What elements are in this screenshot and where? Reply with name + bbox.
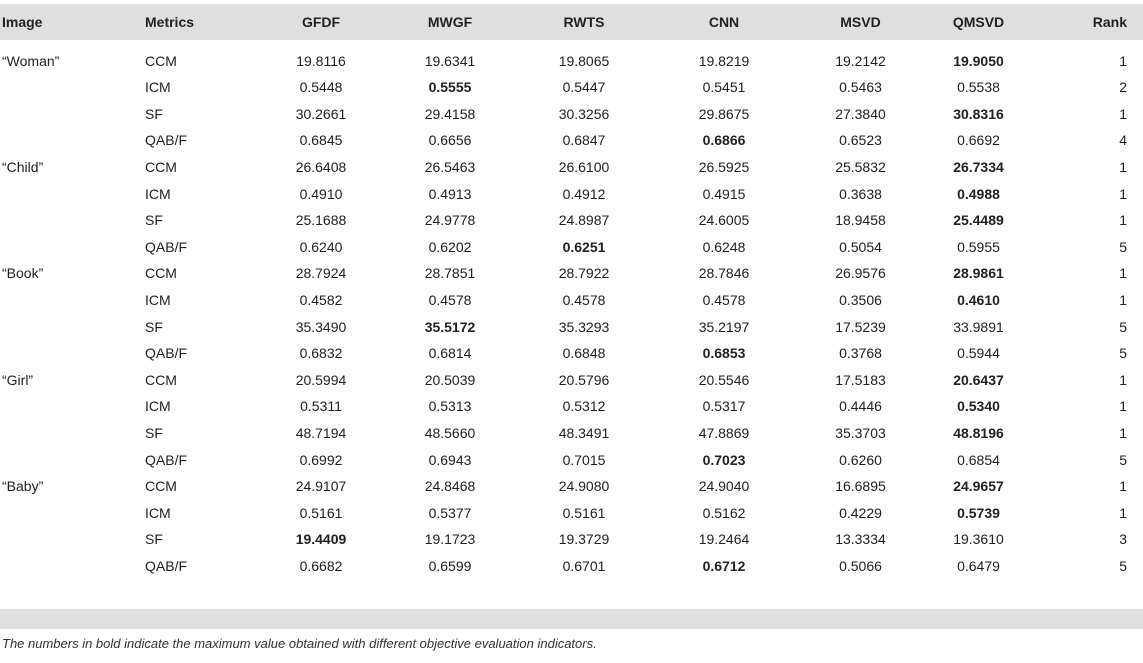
cell-cnn: 0.4915 (702, 185, 746, 202)
cell-qmsvd: 28.9861 (953, 265, 1004, 282)
cell-msvd: 26.9576 (835, 265, 886, 282)
cell-qmsvd: 0.6479 (957, 557, 1000, 574)
table-body (0, 40, 1141, 579)
cell-qmsvd: 0.4610 (957, 292, 1000, 309)
table-row (0, 101, 1141, 128)
cell-cnn: 29.8675 (698, 105, 750, 122)
cell-qmsvd: 19.3610 (953, 531, 1004, 548)
cell-qmsvd: 0.6692 (957, 132, 1000, 149)
cell-rank: 3 (1119, 531, 1127, 548)
cell-metric: ICM (145, 292, 171, 309)
cell-image (0, 526, 145, 553)
cell-image: “Girl” (2, 371, 34, 388)
cell-mwgf: 0.6814 (428, 345, 472, 362)
cell-cnn: 35.2197 (698, 318, 750, 335)
cell-rwts: 0.5161 (562, 504, 606, 521)
cell-qmsvd: 0.5739 (957, 504, 1000, 521)
cell-metric: CCM (145, 265, 177, 282)
table-caption: The numbers in bold indicate the maximum value obtained with different objective evaluation indicators. (2, 636, 597, 651)
cell-gfdf: 0.6832 (299, 345, 343, 362)
header-rank: Rank (1092, 14, 1127, 30)
cell-image (0, 420, 145, 447)
table-row (0, 127, 1141, 154)
cell-rwts: 0.4912 (562, 185, 606, 202)
cell-metric: QAB/F (145, 132, 188, 149)
cell-gfdf: 48.7194 (295, 425, 347, 442)
cell-metric: ICM (145, 79, 171, 96)
table-row (0, 154, 1141, 181)
cell-mwgf: 29.4158 (424, 105, 476, 122)
cell-gfdf: 0.6240 (299, 238, 343, 255)
cell-mwgf: 0.5555 (428, 79, 472, 96)
cell-metric: ICM (145, 504, 171, 521)
cell-msvd: 0.5054 (839, 238, 882, 255)
cell-rwts: 20.5796 (558, 371, 610, 388)
cell-rank: 5 (1119, 318, 1127, 335)
footer-band (0, 609, 1143, 629)
cell-gfdf: 0.6682 (299, 557, 343, 574)
cell-cnn: 0.5317 (702, 398, 746, 415)
header-gfdf: GFDF (301, 14, 341, 30)
cell-rwts: 19.3729 (558, 531, 610, 548)
cell-metric: QAB/F (145, 238, 188, 255)
table-row (0, 340, 1141, 367)
table-row (0, 473, 1141, 500)
cell-metric: SF (145, 318, 163, 335)
table-row (0, 446, 1141, 473)
cell-msvd: 16.6895 (835, 478, 886, 495)
cell-rwts: 0.6701 (562, 557, 606, 574)
cell-cnn: 0.7023 (702, 451, 746, 468)
cell-mwgf: 0.6202 (428, 238, 472, 255)
cell-rwts: 35.3293 (558, 318, 610, 335)
cell-qmsvd: 26.7334 (953, 159, 1004, 176)
header-mwgf: MWGF (427, 14, 473, 30)
cell-rwts: 0.6847 (562, 132, 606, 149)
cell-gfdf: 20.5994 (295, 371, 347, 388)
table-row (0, 260, 1141, 287)
cell-msvd: 17.5239 (835, 318, 886, 335)
cell-gfdf: 19.8116 (296, 53, 346, 69)
table-row (0, 367, 1141, 394)
cell-image (0, 446, 145, 473)
cell-image: “Baby” (2, 478, 44, 495)
cell-rank: 5 (1119, 557, 1127, 574)
cell-msvd: 19.2142 (835, 53, 886, 69)
cell-gfdf: 26.6408 (295, 159, 347, 176)
cell-rank: 1 (1119, 212, 1127, 229)
cell-rank: 1 (1119, 425, 1127, 442)
cell-image (0, 207, 145, 234)
cell-msvd: 0.5066 (839, 557, 882, 574)
cell-qmsvd: 48.8196 (953, 425, 1004, 442)
cell-metric: CCM (145, 159, 177, 176)
cell-qmsvd: 25.4489 (953, 212, 1004, 229)
cell-gfdf: 35.3490 (295, 318, 347, 335)
cell-rwts: 0.7015 (562, 451, 606, 468)
cell-msvd: 0.4446 (839, 398, 882, 415)
cell-msvd: 27.3840 (835, 105, 886, 122)
cell-cnn: 0.6248 (702, 238, 746, 255)
cell-msvd: 0.3506 (839, 292, 882, 309)
cell-rank: 5 (1119, 451, 1127, 468)
cell-cnn: 0.4578 (702, 292, 746, 309)
table-row (0, 180, 1141, 207)
cell-mwgf: 20.5039 (424, 371, 476, 388)
cell-metric: CCM (145, 478, 177, 495)
cell-cnn: 28.7846 (698, 265, 750, 282)
cell-rank: 1 (1119, 371, 1127, 388)
cell-qmsvd: 30.8316 (953, 105, 1004, 122)
cell-qmsvd: 33.9891 (953, 318, 1004, 335)
cell-rank: 1 (1119, 504, 1127, 521)
cell-rwts: 30.3256 (558, 105, 610, 122)
cell-cnn: 0.6853 (702, 345, 746, 362)
cell-cnn: 26.5925 (698, 159, 750, 176)
cell-msvd: 17.5183 (835, 371, 886, 388)
cell-rank: 1 (1119, 159, 1127, 176)
cell-rwts: 48.3491 (558, 425, 610, 442)
cell-gfdf: 24.9107 (295, 478, 347, 495)
table-row (0, 500, 1141, 527)
cell-rwts: 0.6848 (562, 345, 606, 362)
cell-mwgf: 0.5377 (428, 504, 472, 521)
cell-rank: 1 (1119, 185, 1127, 202)
cell-mwgf: 0.4578 (428, 292, 472, 309)
cell-mwgf: 19.6341 (424, 53, 476, 69)
cell-cnn: 0.6712 (702, 557, 746, 574)
table-row (0, 234, 1141, 261)
cell-gfdf: 0.5448 (299, 79, 343, 96)
cell-mwgf: 28.7851 (424, 265, 476, 282)
cell-qmsvd: 20.6437 (953, 371, 1004, 388)
cell-image: “Child” (2, 159, 44, 176)
cell-cnn: 0.6866 (702, 132, 746, 149)
cell-image: “Book” (2, 265, 44, 282)
cell-msvd: 0.3638 (839, 185, 882, 202)
cell-rank: 1 (1119, 478, 1127, 495)
table-row (0, 526, 1141, 553)
cell-gfdf: 28.7924 (295, 265, 347, 282)
table-row (0, 313, 1141, 340)
cell-cnn: 19.8219 (698, 53, 750, 69)
cell-rwts: 26.6100 (558, 159, 610, 176)
cell-mwgf: 26.5463 (424, 159, 476, 176)
cell-image (0, 287, 145, 314)
cell-rank: 1 (1119, 105, 1127, 122)
header-qmsvd: QMSVD (952, 14, 1005, 30)
cell-qmsvd: 0.5340 (957, 398, 1000, 415)
cell-rank: 5 (1119, 345, 1127, 362)
header-cnn: CNN (708, 14, 740, 30)
cell-rank: 2 (1119, 79, 1127, 96)
cell-cnn: 20.5546 (698, 371, 750, 388)
cell-mwgf: 19.1723 (424, 531, 476, 548)
cell-metric: CCM (145, 53, 177, 69)
cell-image (0, 101, 145, 128)
cell-mwgf: 24.9778 (424, 212, 476, 229)
cell-mwgf: 0.5313 (428, 398, 472, 415)
cell-rank: 1 (1119, 398, 1127, 415)
cell-metric: QAB/F (145, 557, 188, 574)
cell-rwts: 28.7922 (558, 265, 610, 282)
cell-rwts: 24.9080 (558, 478, 610, 495)
cell-gfdf: 0.6992 (299, 451, 343, 468)
header-rwts: RWTS (563, 14, 605, 30)
cell-image (0, 127, 145, 154)
cell-gfdf: 19.4409 (295, 531, 347, 548)
cell-image (0, 313, 145, 340)
cell-msvd: 13.3334 (835, 531, 886, 548)
cell-image (0, 340, 145, 367)
cell-mwgf: 0.6656 (428, 132, 472, 149)
cell-cnn: 19.2464 (698, 531, 750, 548)
cell-cnn: 0.5451 (702, 79, 746, 96)
cell-metric: SF (145, 425, 163, 442)
cell-msvd: 0.6523 (839, 132, 882, 149)
cell-rwts: 0.4578 (562, 292, 606, 309)
table-row (0, 287, 1141, 314)
cell-metric: SF (145, 105, 163, 122)
cell-rwts: 0.6251 (562, 238, 606, 255)
cell-image (0, 393, 145, 420)
cell-cnn: 24.6005 (698, 212, 750, 229)
cell-mwgf: 0.4913 (428, 185, 472, 202)
cell-gfdf: 30.2661 (295, 105, 347, 122)
cell-image (0, 74, 145, 101)
header-metrics: Metrics (145, 14, 195, 30)
cell-qmsvd: 0.5538 (957, 79, 1000, 96)
cell-rank: 1 (1119, 53, 1127, 69)
cell-qmsvd: 19.9050 (953, 53, 1004, 69)
cell-rank: 5 (1119, 238, 1127, 255)
cell-qmsvd: 0.4988 (957, 185, 1000, 202)
cell-rank: 4 (1119, 132, 1127, 149)
cell-gfdf: 25.1688 (295, 212, 347, 229)
cell-mwgf: 48.5660 (424, 425, 476, 442)
cell-gfdf: 0.6845 (299, 132, 343, 149)
table-row (0, 207, 1141, 234)
cell-gfdf: 0.4910 (299, 185, 343, 202)
results-table (0, 4, 1141, 579)
cell-gfdf: 0.4582 (299, 292, 343, 309)
cell-qmsvd: 0.6854 (957, 451, 1000, 468)
cell-cnn: 0.5162 (702, 504, 746, 521)
cell-rwts: 24.8987 (558, 212, 610, 229)
cell-mwgf: 0.6943 (428, 451, 472, 468)
cell-image (0, 500, 145, 527)
cell-cnn: 24.9040 (698, 478, 750, 495)
cell-metric: QAB/F (145, 451, 188, 468)
cell-msvd: 35.3703 (835, 425, 886, 442)
table-row (0, 74, 1141, 101)
cell-metric: ICM (145, 185, 171, 202)
cell-mwgf: 0.6599 (428, 557, 472, 574)
cell-cnn: 47.8869 (698, 425, 750, 442)
cell-gfdf: 0.5311 (300, 398, 342, 415)
table-row (0, 420, 1141, 447)
cell-msvd: 0.3768 (839, 345, 882, 362)
table-row (0, 40, 1141, 74)
header-msvd: MSVD (840, 14, 881, 30)
cell-rwts: 19.8065 (558, 53, 610, 69)
cell-msvd: 25.5832 (835, 159, 886, 176)
cell-msvd: 0.6260 (839, 451, 882, 468)
cell-image (0, 180, 145, 207)
table-row (0, 553, 1141, 580)
cell-gfdf: 0.5161 (299, 504, 343, 521)
cell-metric: QAB/F (145, 345, 188, 362)
cell-rank: 1 (1119, 292, 1127, 309)
cell-mwgf: 24.8468 (424, 478, 476, 495)
cell-metric: CCM (145, 371, 177, 388)
cell-qmsvd: 24.9657 (953, 478, 1004, 495)
cell-image (0, 234, 145, 261)
cell-msvd: 18.9458 (835, 212, 886, 229)
table-header-row (0, 4, 1141, 40)
cell-image (0, 553, 145, 580)
cell-metric: SF (145, 531, 163, 548)
cell-metric: ICM (145, 398, 171, 415)
cell-qmsvd: 0.5955 (957, 238, 1000, 255)
table-row (0, 393, 1141, 420)
cell-metric: SF (145, 212, 163, 229)
cell-msvd: 0.5463 (839, 79, 882, 96)
cell-rwts: 0.5447 (562, 79, 606, 96)
cell-image: “Woman” (2, 53, 60, 69)
cell-msvd: 0.4229 (839, 504, 882, 521)
header-image: Image (2, 14, 43, 30)
cell-mwgf: 35.5172 (424, 318, 476, 335)
cell-rwts: 0.5312 (562, 398, 606, 415)
cell-qmsvd: 0.5944 (957, 345, 1000, 362)
cell-rank: 1 (1119, 265, 1127, 282)
